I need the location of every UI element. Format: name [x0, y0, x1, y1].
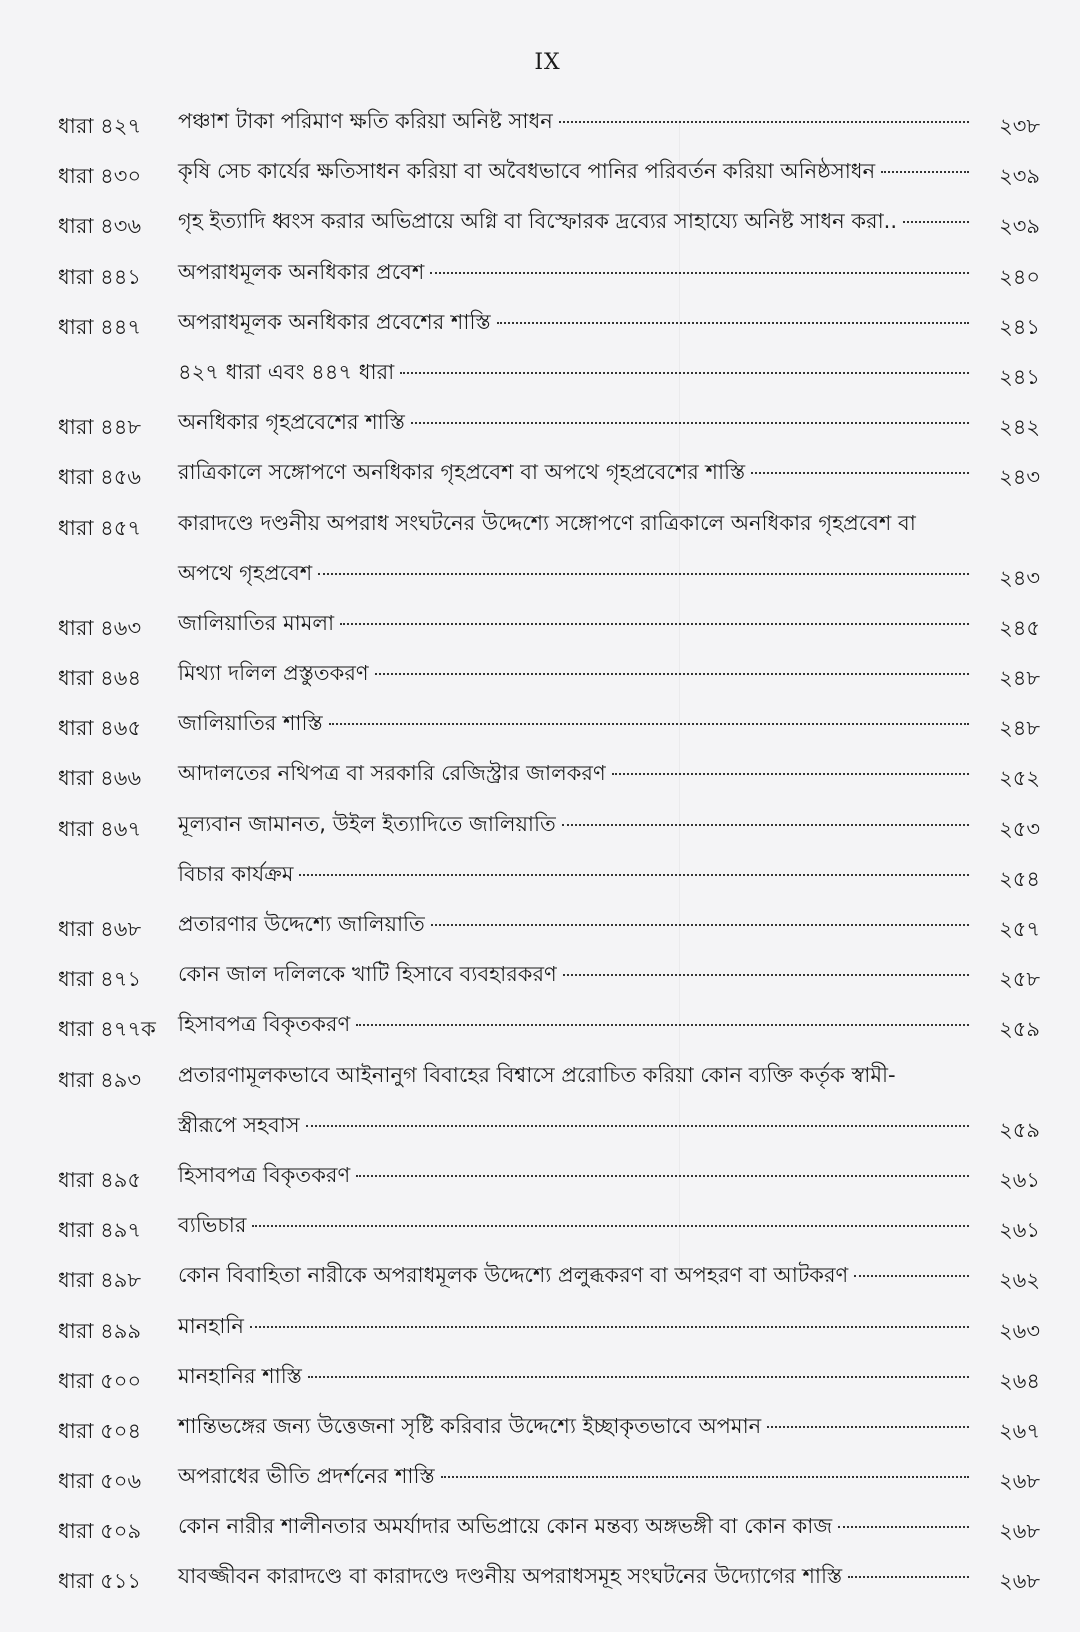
- dot-leader: [848, 1576, 969, 1578]
- toc-title: [178, 1050, 975, 1150]
- toc-page-number: ২৩৯: [999, 164, 1040, 189]
- dot-leader: [252, 1225, 969, 1227]
- toc-section-number: ধারা ৪৫৭: [58, 515, 142, 540]
- toc-entry: [0, 100, 1080, 150]
- toc-title-line: [178, 1401, 975, 1451]
- toc-entry: [0, 301, 1080, 351]
- toc-title: [178, 1401, 975, 1451]
- toc-title-line: [178, 397, 975, 447]
- toc-title-text: বিচার কার্যক্রম: [178, 861, 294, 886]
- toc-page-number: ২৪২: [999, 415, 1040, 440]
- toc-section-number: ধারা ৫১১: [58, 1569, 142, 1594]
- dot-leader: [375, 673, 969, 675]
- toc-page-number: ২৬৪: [999, 1368, 1040, 1393]
- toc-title-line: [178, 1351, 975, 1401]
- toc-title-text: মিথ্যা দলিল প্রস্তুতকরণ: [178, 661, 369, 686]
- toc-entry: [0, 251, 1080, 301]
- toc-title-line: [178, 1551, 975, 1601]
- dot-leader: [356, 1175, 969, 1177]
- toc-title-text: কৃষি সেচ কার্যের ক্ষতিসাধন করিয়া বা অবৈধভাবে পানির পরিবর্তন করিয়া অনিষ্ঠসাধন: [178, 159, 876, 184]
- dot-leader: [562, 824, 969, 826]
- toc-entry: [0, 1204, 1080, 1254]
- dot-leader: [400, 372, 969, 374]
- toc-title-text: হিসাবপত্র বিকৃতকরণ: [178, 1012, 351, 1037]
- toc-title: [178, 1250, 975, 1300]
- toc-title: [178, 498, 975, 598]
- toc-entry: [0, 752, 1080, 802]
- toc-title-line: [178, 498, 975, 548]
- toc-entry: [0, 1154, 1080, 1204]
- toc-title: [178, 1501, 975, 1551]
- table-of-contents: [0, 100, 1080, 1606]
- toc-page-number: ২৫২: [999, 766, 1040, 791]
- toc-page-number: ২৬৮: [999, 1469, 1040, 1494]
- toc-title-text: স্ত্রীরূপে সহবাস: [178, 1112, 300, 1137]
- toc-title: [178, 146, 975, 196]
- dot-leader: [340, 623, 969, 625]
- toc-title-text: জালিয়াতির মামলা: [178, 610, 335, 635]
- toc-page-number: ২৬৭: [999, 1418, 1040, 1443]
- dot-leader: [318, 573, 969, 575]
- toc-title-line: [178, 1301, 975, 1351]
- toc-title: [178, 648, 975, 698]
- dot-leader: [250, 1326, 969, 1328]
- toc-entry: [0, 1305, 1080, 1355]
- toc-title-text: অনধিকার গৃহপ্রবেশের শাস্তি: [178, 410, 405, 435]
- toc-title-text: মূল্যবান জামানত, উইল ইত্যাদিতে জালিয়াতি: [178, 811, 556, 836]
- toc-entry: [0, 200, 1080, 250]
- toc-section-number: ধারা ৪৭১: [58, 967, 142, 992]
- toc-page-number: ২৩৮: [999, 114, 1040, 138]
- toc-title-text: পঞ্চাশ টাকা পরিমাণ ক্ষতি করিয়া অনিষ্ট সাধন: [178, 109, 553, 133]
- toc-page-number: ২৬১: [999, 1218, 1040, 1243]
- toc-section-number: ধারা ৪৪১: [58, 264, 142, 289]
- toc-title-line: [178, 598, 975, 648]
- toc-entry: [0, 1054, 1080, 1154]
- toc-entry: [0, 803, 1080, 853]
- toc-title-line: [178, 297, 975, 347]
- toc-section-number: ধারা ৫০৬: [58, 1469, 142, 1494]
- toc-title-line: [178, 1250, 975, 1300]
- toc-title-text: কারাদণ্ডে দণ্ডনীয় অপরাধ সংঘটনের উদ্দেশ্যে সঙ্গোপণে রাত্রিকালে অনধিকার গৃহপ্রবেশ বা: [178, 510, 916, 535]
- toc-entry: [0, 351, 1080, 401]
- toc-title-line: [178, 949, 975, 999]
- toc-title: [178, 1351, 975, 1401]
- toc-section-number: ধারা ৪৯৩: [58, 1067, 142, 1092]
- toc-title: [178, 949, 975, 999]
- toc-title-text: জালিয়াতির শাস্তি: [178, 711, 323, 736]
- toc-entry: [0, 1405, 1080, 1455]
- toc-title-text: প্রতারণার উদ্দেশ্যে জালিয়াতি: [178, 912, 425, 937]
- toc-title-text: ৪২৭ ধারা এবং ৪৪৭ ধারা: [178, 359, 395, 384]
- toc-title: [178, 96, 975, 146]
- toc-page-number: ২৫৪: [999, 866, 1040, 891]
- toc-title: [178, 1451, 975, 1501]
- toc-title-line: [178, 698, 975, 748]
- toc-entry: [0, 1555, 1080, 1605]
- toc-page-number: ২৪১: [999, 314, 1040, 339]
- toc-entry: [0, 1505, 1080, 1555]
- toc-title-line: [178, 96, 975, 146]
- toc-page-number: ২৪৩: [999, 565, 1040, 590]
- toc-title-line: [178, 899, 975, 949]
- toc-entry: [0, 1455, 1080, 1505]
- toc-title-line: [178, 146, 975, 196]
- toc-entry: [0, 953, 1080, 1003]
- toc-entry: [0, 853, 1080, 903]
- toc-title-text: ব্যভিচার: [178, 1213, 247, 1238]
- toc-page-number: ২৪৮: [999, 716, 1040, 741]
- toc-title-line: [178, 447, 975, 497]
- toc-title-text: অপথে গৃহপ্রবেশ: [178, 560, 313, 585]
- toc-page-number: ২৬২: [999, 1268, 1040, 1293]
- toc-title-line: [178, 247, 975, 297]
- toc-title-line: [178, 1200, 975, 1250]
- toc-title: [178, 1551, 975, 1601]
- toc-title-text: শান্তিভঙ্গের জন্য উত্তেজনা সৃষ্টি করিবার উদ্দেশ্যে ইচ্ছাকৃতভাবে অপমান: [178, 1413, 762, 1438]
- toc-entry: [0, 903, 1080, 953]
- toc-title: [178, 247, 975, 297]
- toc-entry: [0, 652, 1080, 702]
- toc-entry: [0, 1254, 1080, 1304]
- toc-title: [178, 849, 975, 899]
- toc-title: [178, 1200, 975, 1250]
- toc-entry: [0, 1355, 1080, 1405]
- toc-title: [178, 899, 975, 949]
- dot-leader: [306, 1125, 969, 1127]
- toc-page-number: ২৫৭: [999, 917, 1040, 942]
- toc-section-number: ধারা ৪৩৬: [58, 214, 142, 239]
- toc-section-number: ধারা ৪৭৭ক: [58, 1017, 156, 1042]
- toc-section-number: ধারা ৪৬৫: [58, 716, 142, 741]
- toc-section-number: ধারা ৪৯৯: [58, 1318, 142, 1343]
- toc-page-number: ২৫৯: [999, 1017, 1040, 1042]
- toc-page-number: ২৪১: [999, 364, 1040, 389]
- toc-section-number: ধারা ৪৪৭: [58, 314, 142, 339]
- toc-entry: [0, 502, 1080, 602]
- toc-title: [178, 447, 975, 497]
- toc-page-number: ২৬৮: [999, 1569, 1040, 1594]
- toc-title-text: কোন বিবাহিতা নারীকে অপরাধমূলক উদ্দেশ্যে প্রলুব্ধকরণ বা অপহরণ বা আটকরণ: [178, 1263, 849, 1288]
- dot-leader: [881, 171, 969, 173]
- toc-title-text: হিসাবপত্র বিকৃতকরণ: [178, 1162, 351, 1187]
- toc-page-number: ২৫৩: [999, 816, 1040, 841]
- toc-title-text: কোন জাল দলিলকে খাটি হিসাবে ব্যবহারকরণ: [178, 962, 557, 987]
- toc-section-number: ধারা ৪৬৩: [58, 615, 142, 640]
- dot-leader: [903, 221, 969, 223]
- dot-leader: [767, 1426, 969, 1428]
- toc-title-line: [178, 1100, 975, 1150]
- toc-entry: [0, 451, 1080, 501]
- toc-section-number: ধারা ৫০০: [58, 1368, 142, 1393]
- toc-title-text: অপরাধের ভীতি প্রদর্শনের শাস্তি: [178, 1464, 435, 1489]
- toc-entry: [0, 702, 1080, 752]
- toc-page-number: ২৬১: [999, 1167, 1040, 1192]
- toc-page-number: ২৪৩: [999, 465, 1040, 490]
- toc-title: [178, 748, 975, 798]
- toc-title-text: যাবজ্জীবন কারাদণ্ডে বা কারাদণ্ডে দণ্ডনীয় অপরাধসমূহ সংঘটনের উদ্যোগের শাস্তি: [178, 1564, 843, 1589]
- toc-title-line: [178, 196, 975, 246]
- dot-leader: [563, 974, 969, 976]
- toc-title: [178, 698, 975, 748]
- dot-leader: [430, 272, 969, 274]
- toc-entry: [0, 401, 1080, 451]
- toc-entry: [0, 150, 1080, 200]
- dot-leader: [751, 472, 969, 474]
- toc-title-line: [178, 1150, 975, 1200]
- toc-title: [178, 1150, 975, 1200]
- dot-leader: [431, 924, 969, 926]
- toc-title: [178, 999, 975, 1049]
- toc-title-text: কোন নারীর শালীনতার অমর্যাদার অভিপ্রায়ে কোন মন্তব্য অঙ্গভঙ্গী বা কোন কাজ: [178, 1514, 833, 1539]
- toc-page-number: ২৬৮: [999, 1519, 1040, 1544]
- toc-title-text: মানহানি: [178, 1313, 244, 1338]
- toc-section-number: ধারা ৪৯৭: [58, 1218, 142, 1243]
- toc-page-number: ২৪০: [999, 264, 1040, 289]
- dot-leader: [497, 322, 969, 324]
- toc-section-number: ধারা ৪৬৬: [58, 766, 142, 791]
- toc-title-line: [178, 1451, 975, 1501]
- toc-entry: [0, 602, 1080, 652]
- toc-page-number: ২৪৮: [999, 666, 1040, 691]
- toc-page-number: ২৬৩: [999, 1318, 1040, 1343]
- toc-title-text: মানহানির শাস্তি: [178, 1363, 302, 1388]
- toc-title-line: [178, 748, 975, 798]
- toc-title: [178, 397, 975, 447]
- dot-leader: [308, 1376, 969, 1378]
- toc-section-number: ধারা ৪৯৮: [58, 1268, 142, 1293]
- toc-title-line: [178, 648, 975, 698]
- toc-title-line: [178, 347, 975, 397]
- toc-title-line: [178, 799, 975, 849]
- toc-title-line: [178, 548, 975, 598]
- toc-title-line: [178, 849, 975, 899]
- toc-title: [178, 799, 975, 849]
- toc-title-text: অপরাধমূলক অনধিকার প্রবেশের শাস্তি: [178, 309, 491, 334]
- dot-leader: [299, 874, 969, 876]
- toc-section-number: ধারা ৪২৭: [58, 114, 142, 138]
- toc-section-number: ধারা ৪৩০: [58, 164, 142, 189]
- toc-title-text: আদালতের নথিপত্র বা সরকারি রেজিস্ট্রার জালকরণ: [178, 761, 606, 786]
- toc-title: [178, 1301, 975, 1351]
- dot-leader: [329, 723, 969, 725]
- toc-title: [178, 297, 975, 347]
- toc-entry: [0, 1003, 1080, 1053]
- toc-title-text: গৃহ ইত্যাদি ধ্বংস করার অভিপ্রায়ে অগ্নি বা বিস্ফোরক দ্রব্যের সাহায্যে অনিষ্ট সাধন করা..: [178, 209, 898, 234]
- page-number-roman: IX: [534, 50, 561, 75]
- toc-section-number: ধারা ৫০৪: [58, 1418, 142, 1443]
- dot-leader: [356, 1024, 969, 1026]
- toc-page-number: ২৪৫: [999, 615, 1040, 640]
- dot-leader: [854, 1275, 969, 1277]
- toc-section-number: ধারা ৪৯৫: [58, 1167, 142, 1192]
- toc-title: [178, 347, 975, 397]
- toc-page-number: ২৫৯: [999, 1117, 1040, 1142]
- toc-title-line: [178, 999, 975, 1049]
- dot-leader: [612, 773, 969, 775]
- toc-section-number: ধারা ৪৫৬: [58, 465, 142, 490]
- toc-section-number: ধারা ৪৪৮: [58, 415, 142, 440]
- toc-title-line: [178, 1501, 975, 1551]
- toc-title-text: প্রতারণামূলকভাবে আইনানুগ বিবাহের বিশ্বাসে প্ররোচিত করিয়া কোন ব্যক্তি কর্তৃক স্বামী-: [178, 1062, 896, 1087]
- toc-title-line: [178, 1050, 975, 1100]
- toc-page-number: ২৫৮: [999, 967, 1040, 992]
- toc-section-number: ধারা ৪৬৪: [58, 666, 142, 691]
- dot-leader: [441, 1476, 969, 1478]
- toc-section-number: ধারা ৪৬৭: [58, 816, 142, 841]
- toc-title-text: রাত্রিকালে সঙ্গোপণে অনধিকার গৃহপ্রবেশ বা অপথে গৃহপ্রবেশের শাস্তি: [178, 460, 746, 485]
- toc-title: [178, 196, 975, 246]
- toc-title-text: অপরাধমূলক অনধিকার প্রবেশ: [178, 259, 425, 284]
- dot-leader: [559, 121, 969, 123]
- toc-page-number: ২৩৯: [999, 214, 1040, 239]
- dot-leader: [838, 1526, 969, 1528]
- toc-title: [178, 598, 975, 648]
- toc-section-number: ধারা ৫০৯: [58, 1519, 142, 1544]
- toc-section-number: ধারা ৪৬৮: [58, 917, 142, 942]
- dot-leader: [411, 422, 969, 424]
